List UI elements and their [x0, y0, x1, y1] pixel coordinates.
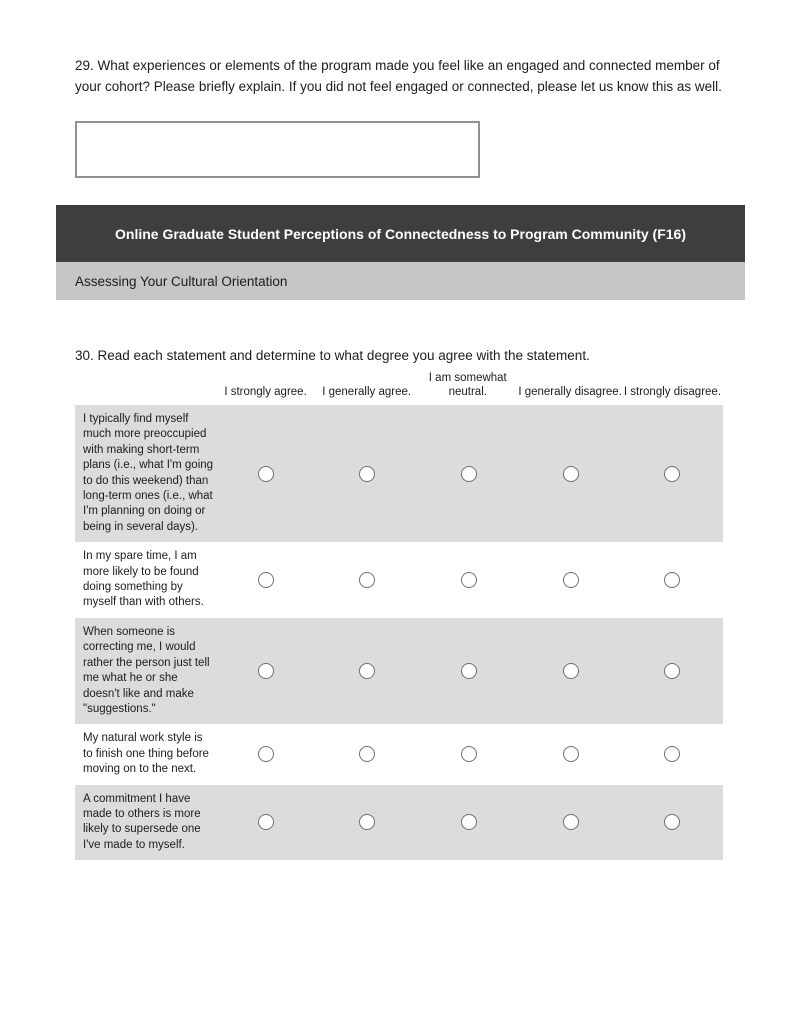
row-statement-5: A commitment I have made to others is more likely to supersede one I've made to myself. [83, 792, 201, 851]
radio-row1-col5[interactable] [664, 466, 680, 482]
option-cell [621, 542, 723, 618]
radio-row1-col1[interactable] [258, 466, 274, 482]
radio-row5-col2[interactable] [359, 814, 375, 830]
option-cell [418, 785, 520, 861]
matrix-row-1 [75, 405, 723, 542]
radio-row5-col4[interactable] [563, 814, 579, 830]
column-header-4: I generally disagree. [518, 386, 622, 398]
radio-row2-col1[interactable] [258, 572, 274, 588]
radio-row3-col1[interactable] [258, 663, 274, 679]
radio-row3-col5[interactable] [664, 663, 680, 679]
section-header [56, 262, 745, 300]
radio-row4-col5[interactable] [664, 746, 680, 762]
radio-row3-col2[interactable] [359, 663, 375, 679]
option-cell [520, 542, 622, 618]
likert-matrix [75, 371, 723, 860]
option-cell [317, 785, 419, 861]
option-cell [520, 405, 622, 542]
survey-title-banner [56, 205, 745, 262]
option-cell [317, 542, 419, 618]
radio-row2-col5[interactable] [664, 572, 680, 588]
option-cell [215, 785, 317, 861]
matrix-body [75, 405, 723, 860]
radio-row2-col4[interactable] [563, 572, 579, 588]
row-statement-3: When someone is correcting me, I would rather the person just tell me what he or she doesn't like and make "suggestions." [83, 625, 210, 715]
matrix-header-row [75, 371, 723, 405]
column-header-5: I strongly disagree. [623, 386, 722, 398]
option-cell [215, 542, 317, 618]
survey-title: Online Graduate Student Perceptions of Connectedness to Program Community (F16) [115, 225, 686, 242]
radio-row5-col5[interactable] [664, 814, 680, 830]
option-cell [621, 785, 723, 861]
radio-row1-col2[interactable] [359, 466, 375, 482]
row-statement-2: In my spare time, I am more likely to be found doing something by myself than with others. [83, 550, 204, 609]
radio-row1-col4[interactable] [563, 466, 579, 482]
radio-row4-col1[interactable] [258, 746, 274, 762]
radio-row2-col3[interactable] [461, 572, 477, 588]
option-cell [418, 618, 520, 724]
matrix-row-4 [75, 724, 723, 784]
radio-row5-col1[interactable] [258, 814, 274, 830]
column-header-3: I am somewhat neutral. [428, 372, 507, 398]
option-cell [520, 724, 622, 784]
option-cell [520, 618, 622, 724]
option-cell [520, 785, 622, 861]
radio-row5-col3[interactable] [461, 814, 477, 830]
question-29-text: 29. What experiences or elements of the program made you feel like an engaged and connected member of your cohort? Please briefly explain. If you did not feel engaged or connected, please let us know this as well. [75, 58, 722, 94]
option-cell [621, 724, 723, 784]
option-cell [317, 405, 419, 542]
option-cell [621, 618, 723, 724]
matrix-row-2 [75, 542, 723, 618]
column-header-2: I generally agree. [322, 386, 412, 398]
option-cell [418, 542, 520, 618]
option-cell [418, 405, 520, 542]
question-30-text: 30. Read each statement and determine to what degree you agree with the statement. [75, 348, 590, 363]
row-statement-1: I typically find myself much more preoccupied with making short-term plans (i.e., what I'm going to do this weekend) than long-term ones (i.e., what I'm planning on doing or being in several days). [83, 413, 214, 533]
option-cell [621, 405, 723, 542]
matrix-row-3 [75, 618, 723, 724]
row-statement-4: My natural work style is to finish one thing before moving on to the next. [83, 732, 209, 776]
radio-row2-col2[interactable] [359, 572, 375, 588]
option-cell [418, 724, 520, 784]
radio-row1-col3[interactable] [461, 466, 477, 482]
radio-row4-col2[interactable] [359, 746, 375, 762]
radio-row3-col3[interactable] [461, 663, 477, 679]
option-cell [215, 724, 317, 784]
column-header-1: I strongly agree. [224, 386, 307, 398]
option-cell [215, 618, 317, 724]
option-cell [215, 405, 317, 542]
question-29-answer-input[interactable] [75, 121, 480, 178]
radio-row3-col4[interactable] [563, 663, 579, 679]
option-cell [317, 724, 419, 784]
section-title: Assessing Your Cultural Orientation [75, 273, 288, 289]
option-cell [317, 618, 419, 724]
radio-row4-col4[interactable] [563, 746, 579, 762]
matrix-row-5 [75, 785, 723, 861]
radio-row4-col3[interactable] [461, 746, 477, 762]
